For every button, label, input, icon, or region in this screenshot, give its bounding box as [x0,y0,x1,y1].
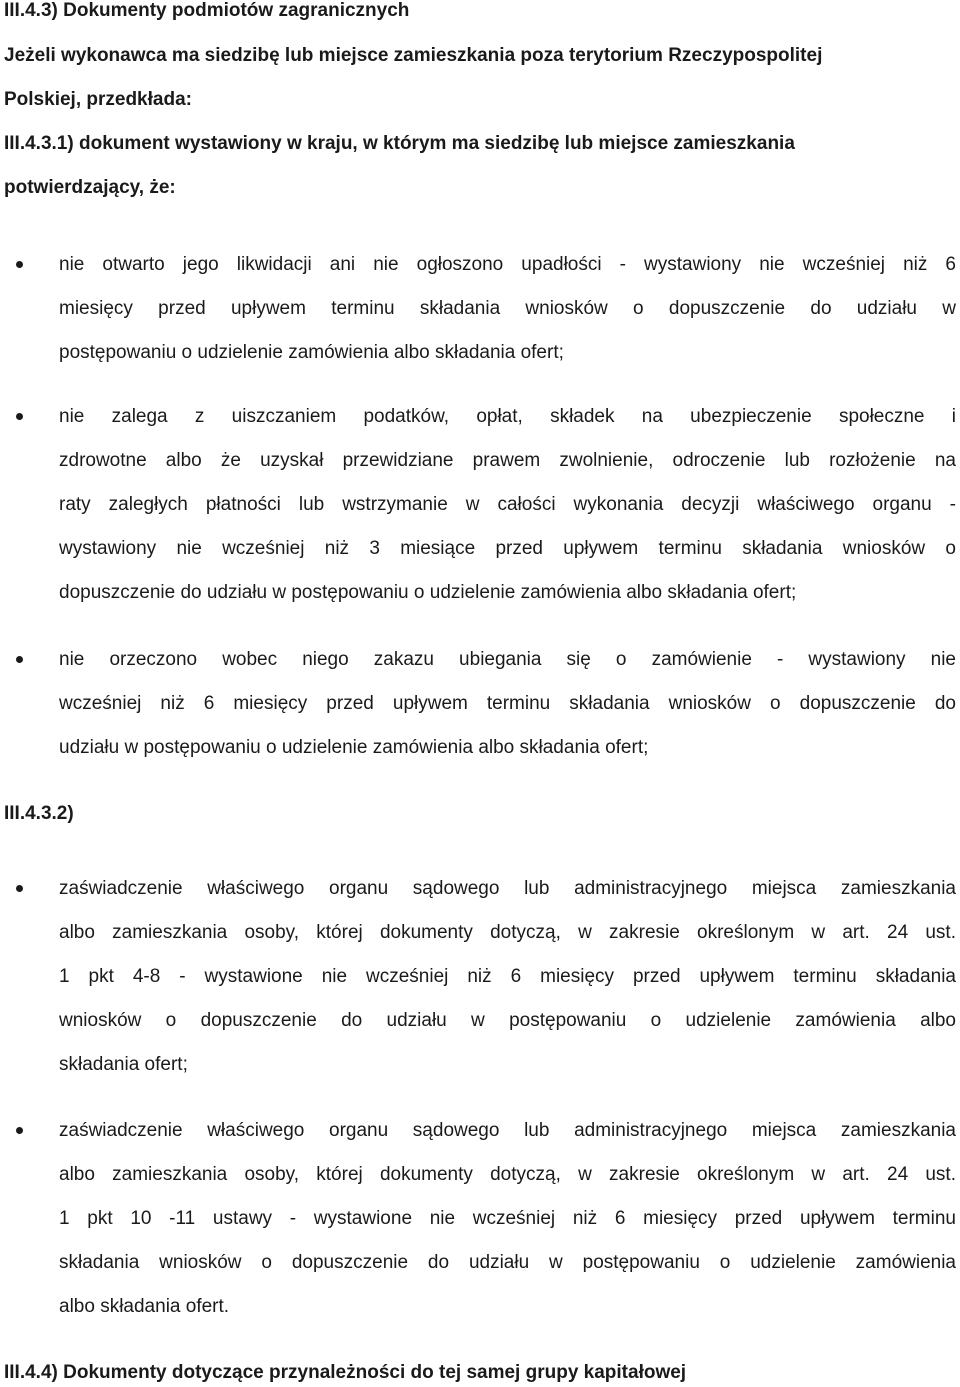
list-item-line: raty zaległych płatności lub wstrzymanie w całości wykonania decyzji właściwego organu - [59,494,956,515]
list-item-line: składania ofert; [59,1054,188,1075]
list-item-line: zaświadczenie właściwego organu sądowego lub administracyjnego miejsca zamieszkania [59,878,956,899]
list-item-line: postępowaniu o udzielenie zamówienia albo składania ofert; [59,342,564,363]
subsection-1-line-2: potwierdzający, że: [4,177,176,198]
bullet-icon [16,885,23,892]
intro-line-1: Jeżeli wykonawca ma siedzibę lub miejsce zamieszkania poza terytorium Rzeczypospolitej [4,45,823,66]
list-item-line: zaświadczenie właściwego organu sądowego lub administracyjnego miejsca zamieszkania [59,1120,956,1141]
list-item-line: 1 pkt 4-8 - wystawione nie wcześniej niż 6 miesięcy przed upływem terminu składania [59,966,956,987]
list-item-line: nie orzeczono wobec niego zakazu ubiegania się o zamówienie - wystawiony nie [59,649,956,670]
list-item-line: wystawiony nie wcześniej niż 3 miesiące przed upływem terminu składania wniosków o [59,538,956,559]
list-item-line: albo składania ofert. [59,1296,230,1317]
subsection-2-heading: III.4.3.2) [4,803,74,824]
list-item-line: miesięcy przed upływem terminu składania wniosków o dopuszczenie do udziału w [59,298,956,319]
bullet-icon [16,656,23,663]
list-item-line: wcześniej niż 6 miesięcy przed upływem terminu składania wniosków o dopuszczenie do [59,693,956,714]
list-item-line: albo zamieszkania osoby, której dokumenty dotyczą, w zakresie określonym w art. 24 ust. [59,1164,956,1185]
list-item-line: nie otwarto jego likwidacji ani nie ogłoszono upadłości - wystawiony nie wcześniej niż 6 [59,254,956,275]
bullet-icon [16,1127,23,1134]
list-item-line: zdrowotne albo że uzyskał przewidziane prawem zwolnienie, odroczenie lub rozłożenie na [59,450,956,471]
bullet-icon [16,413,23,420]
list-item-line: albo zamieszkania osoby, której dokumenty dotyczą, w zakresie określonym w art. 24 ust. [59,922,956,943]
list-item-line: wniosków o dopuszczenie do udziału w postępowaniu o udzielenie zamówienia albo [59,1010,956,1031]
section-heading: III.4.3) Dokumenty podmiotów zagranicznych [4,0,410,21]
list-item-line: udziału w postępowaniu o udzielenie zamówienia albo składania ofert; [59,737,649,758]
subsection-1-line-1: III.4.3.1) dokument wystawiony w kraju, w którym ma siedzibę lub miejsce zamieszkania [4,133,795,154]
section-heading-2: III.4.4) Dokumenty dotyczące przynależności do tej samej grupy kapitałowej [4,1362,687,1383]
list-item-line: składania wniosków o dopuszczenie do udziału w postępowaniu o udzielenie zamówienia [59,1252,956,1273]
bullet-icon [16,261,23,268]
list-item-line: 1 pkt 10 -11 ustawy - wystawione nie wcześniej niż 6 miesięcy przed upływem terminu [59,1208,956,1229]
list-item-line: dopuszczenie do udziału w postępowaniu o udzielenie zamówienia albo składania ofert; [59,582,797,603]
intro-line-2: Polskiej, przedkłada: [4,89,192,110]
list-item-line: nie zalega z uiszczaniem podatków, opłat, składek na ubezpieczenie społeczne i [59,406,956,427]
